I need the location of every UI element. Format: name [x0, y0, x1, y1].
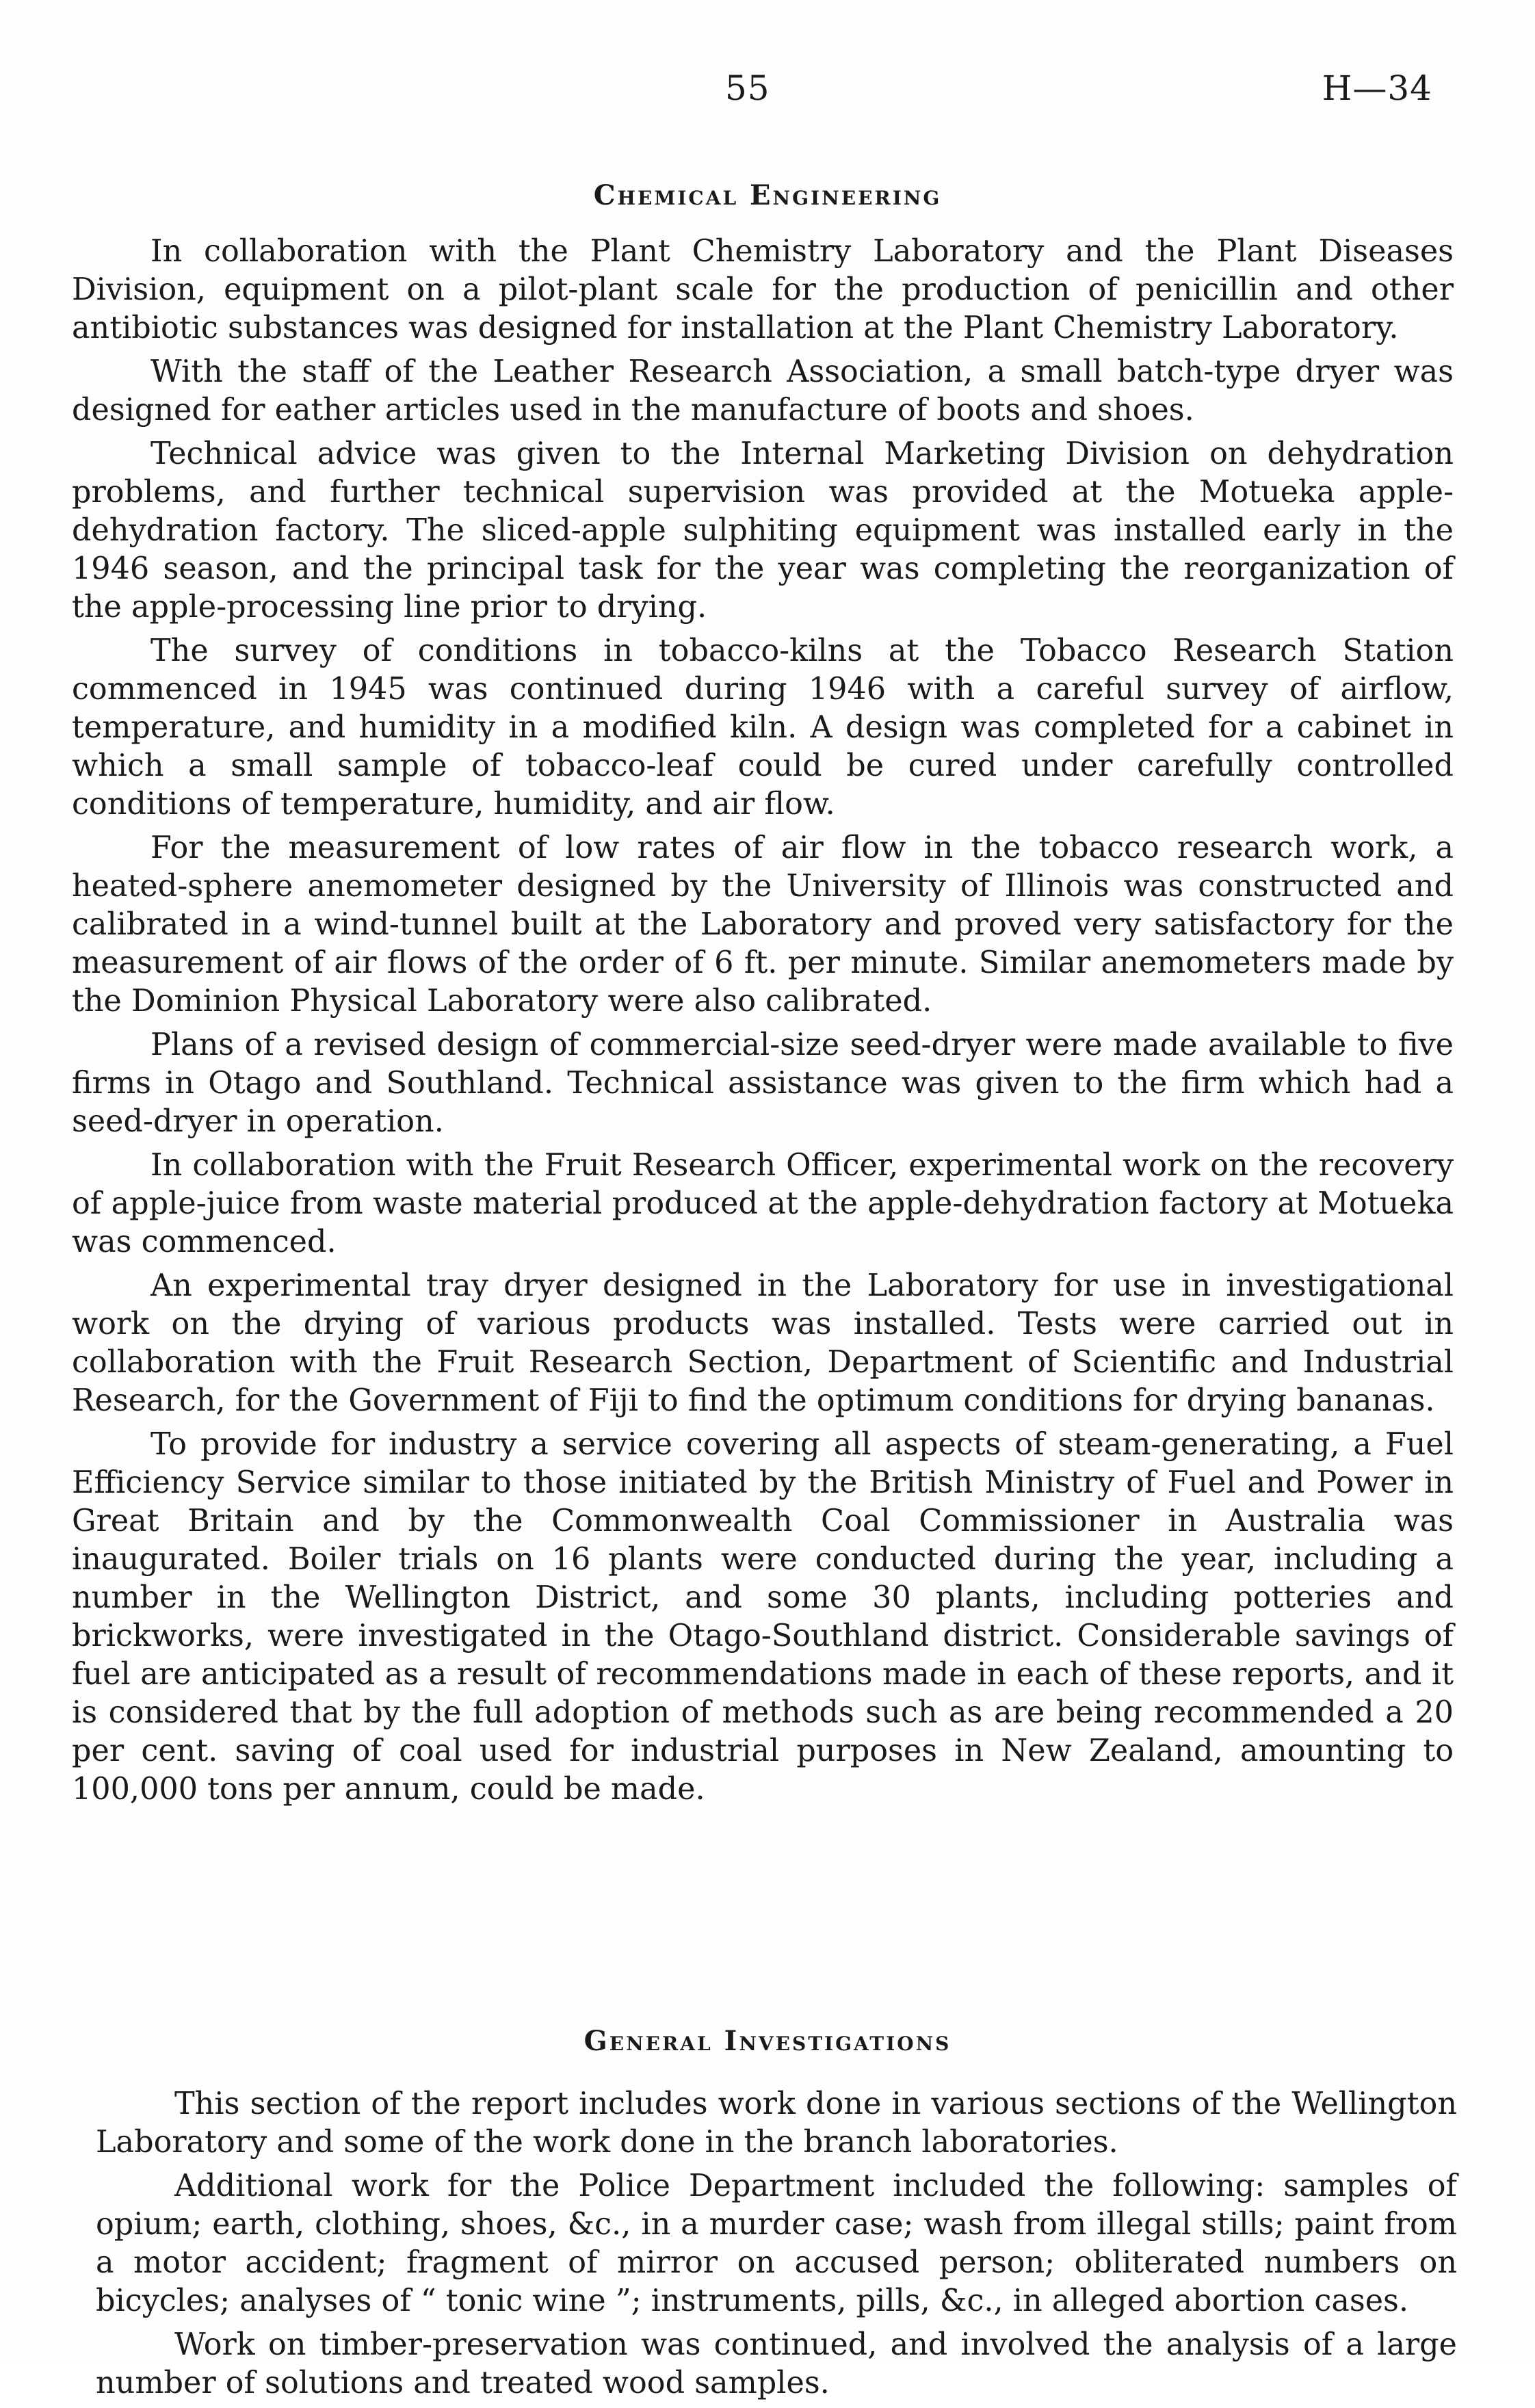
paragraph: For the measurement of low rates of air flow in the tobacco research work, a heated-sphere anemometer designed by the University of Illinois was constructed and calibrated in a wind-tunnel built at the Laboratory and proved very satisfactory for the measurement of air flows of the order of 6 ft. per minute. Similar anemometers made by the Dominion Physical Laboratory were also calibrated. [72, 830, 1454, 1019]
paragraph: Plans of a revised design of commercial-size seed-dryer were made available to five firms in Otago and Southland. Technical assistance was given to the firm which had a seed-dryer in operation. [72, 1028, 1454, 1139]
paragraph: The survey of conditions in tobacco-kilns at the Tobacco Research Station commenced in 1945 was continued during 1946 with a careful survey of airflow, temperature, and humidity in a modified kiln. A design was completed for a cabinet in which a small sample of tobacco-leaf could be cured under carefully controlled conditions of temperature, humidity, and air flow. [72, 633, 1454, 822]
section-heading-general-investigations: General Investigations [583, 2025, 952, 2057]
paragraph: This section of the report includes work done in various sections of the Wellington Laboratory and some of the work done in the branch laboratories. [96, 2086, 1457, 2160]
paragraph: Additional work for the Police Department included the following: samples of opium; earth, clothing, shoes, &c., in a murder case; wash from illegal stills; paint from a motor accident; fragment of mirror on accused person; obliterated numbers on bicycles; analyses of “ tonic wine ”; instruments, pills, &c., in alleged abortion cases. [96, 2169, 1457, 2318]
paragraph: In collaboration with the Plant Chemistry Laboratory and the Plant Diseases Division, equipment on a pilot-plant scale for the production of penicillin and other antibiotic substances was designed for installation at the Plant Chemistry Laboratory. [72, 234, 1454, 345]
paragraph: An experimental tray dryer designed in the Laboratory for use in investigational work on the drying of various products was installed. Tests were carried out in collaboration with the Fruit Research Section, Department of Scientific and Industrial Research, for the Government of Fiji to find the optimum conditions for drying bananas. [72, 1268, 1454, 1418]
document-code: H—34 [1322, 68, 1432, 108]
page-number: 55 [725, 68, 770, 108]
paragraph: In collaboration with the Fruit Research Officer, experimental work on the recovery of apple-juice from waste material produced at the apple-dehydration factory at Motueka was commenced. [72, 1148, 1454, 1259]
section-heading-chemical-engineering: Chemical Engineering [593, 179, 942, 211]
section-body-general-investigations [96, 2085, 1457, 2408]
paragraph: Technical advice was given to the Internal Marketing Division on dehydration problems, and further technical supervision was provided at the Motueka apple-dehydration factory. The sliced-apple sulphiting equipment was installed early in the 1946 season, and the principal task for the year was completing the reorganization of the apple-processing line prior to drying. [72, 436, 1454, 625]
section-body-chemical-engineering [72, 233, 1454, 1814]
paragraph: With the staff of the Leather Research Association, a small batch-type dryer was designed for eather articles used in the manufacture of boots and shoes. [72, 354, 1454, 428]
paragraph: Work on timber-preservation was continued, and involved the analysis of a large number of solutions and treated wood samples. [96, 2327, 1457, 2400]
paragraph: To provide for industry a service covering all aspects of steam-generating, a Fuel Efficiency Service similar to those initiated by the British Ministry of Fuel and Power in Great Britain and by the Commonwealth Coal Commissioner in Australia was inaugurated. Boiler trials on 16 plants were conducted during the year, including a number in the Wellington District, and some 30 plants, including potteries and brickworks, were investigated in the Otago-Southland district. Considerable savings of fuel are anticipated as a result of recommendations made in each of these reports, and it is considered that by the full adoption of methods such as are being recommended a 20 per cent. saving of coal used for industrial purposes in New Zealand, amounting to 100,000 tons per annum, could be made. [72, 1427, 1454, 1807]
